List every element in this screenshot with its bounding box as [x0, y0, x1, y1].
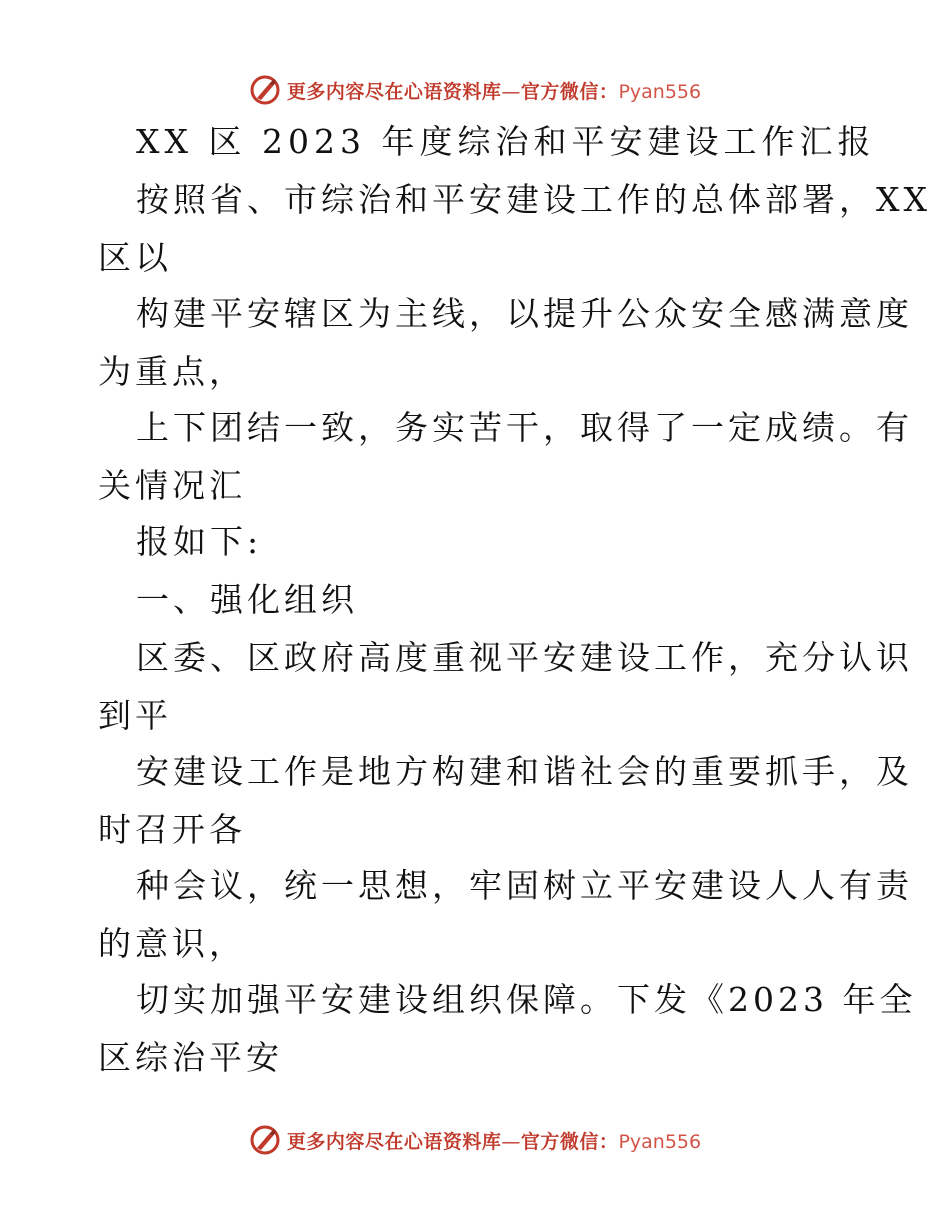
text-line: 上下团结一致，务实苦干，取得了一定成绩。有 [136, 408, 913, 447]
text-line: 按照省、市综治和平安建设工作的总体部署，XX [136, 180, 931, 219]
text-line: 区以 [98, 238, 172, 277]
text-line: 区综治平安 [98, 1038, 283, 1077]
text-line: 为重点， [98, 352, 246, 391]
watermark-site: 更多内容尽在心语资料库 [286, 1130, 502, 1153]
text-line: 时召开各 [98, 810, 246, 849]
document-title: XX 区 2023 年度综治和平安建设工作汇报 [136, 122, 876, 161]
watermark-wechat-id: Pyan556 [618, 80, 702, 103]
watermark-wechat-label: 官方微信： [520, 80, 619, 103]
watermark-site: 更多内容尽在心语资料库 [286, 80, 502, 103]
watermark-wechat-id: Pyan556 [618, 1130, 702, 1153]
section-heading: 一、强化组织 [136, 580, 358, 619]
footer-watermark [0, 1120, 950, 1160]
watermark-wechat-label: 官方微信： [520, 1130, 619, 1153]
pen-logo-icon [249, 1124, 281, 1156]
text-line: 报如下: [136, 522, 263, 561]
text-line: 区委、区政府高度重视平安建设工作，充分认识 [136, 638, 913, 677]
watermark-dash: — [501, 80, 521, 103]
watermark-text [287, 1127, 701, 1154]
text-line: 构建平安辖区为主线，以提升公众安全感满意度 [136, 294, 913, 333]
text-line: 切实加强平安建设组织保障。下发《2023 年全 [136, 980, 917, 1019]
text-line: 种会议，统一思想，牢固树立平安建设人人有责 [136, 866, 913, 905]
pen-logo-icon [249, 74, 281, 106]
header-watermark [0, 70, 950, 110]
text-line: 到平 [98, 696, 172, 735]
text-line: 关情况汇 [98, 466, 246, 505]
document-body [98, 122, 931, 1094]
text-line: 安建设工作是地方构建和谐社会的重要抓手，及 [136, 752, 913, 791]
watermark-dash: — [501, 1130, 521, 1153]
text-line: 的意识， [98, 924, 246, 963]
watermark-text [287, 77, 701, 104]
